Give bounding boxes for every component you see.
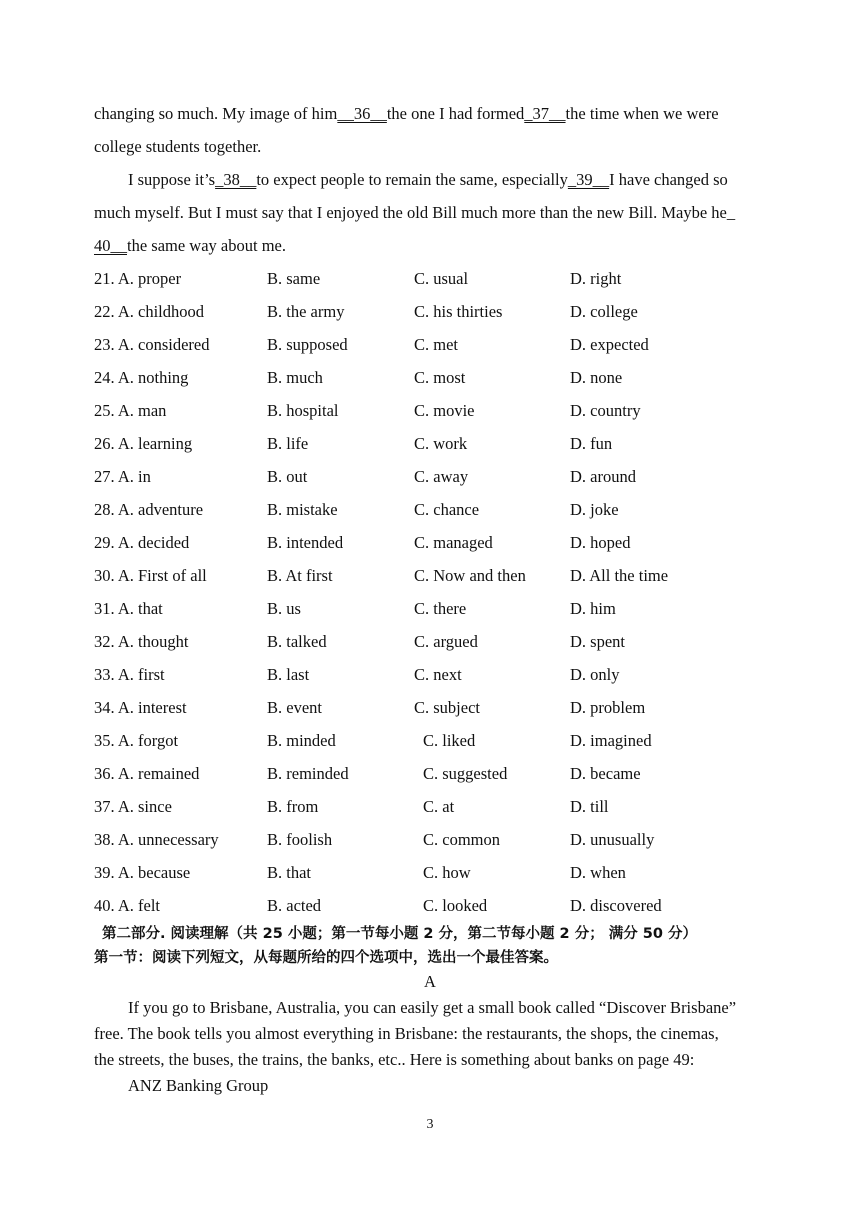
option-b: B. life	[267, 434, 309, 453]
option-b: B. that	[267, 863, 311, 882]
option-b: B. last	[267, 665, 310, 684]
option-c: C. work	[414, 434, 468, 453]
passage-line-1	[94, 104, 719, 124]
option-c: C. common	[423, 830, 500, 849]
option-c: C. usual	[414, 269, 469, 288]
option-c: C. away	[414, 467, 469, 486]
option-d: D. hoped	[570, 533, 631, 552]
option-d: D. spent	[570, 632, 625, 651]
section-instruction: 第一节：阅读下列短文，从每题所给的四个选项中，选出一个最佳答案。	[94, 950, 558, 966]
option-a: 25. A. man	[94, 401, 167, 420]
blank-40: 40__	[94, 236, 127, 255]
option-c: C. at	[423, 797, 455, 816]
option-c: C. movie	[414, 401, 475, 420]
option-a: 31. A. that	[94, 599, 163, 618]
option-d: D. when	[570, 863, 626, 882]
reading-line-3: the streets, the buses, the trains, the banks, etc.. Here is something about banks on page 49:	[94, 1050, 695, 1069]
option-b: B. At first	[267, 566, 333, 585]
option-d: D. problem	[570, 698, 646, 717]
text: much myself. But I must say that I enjoyed the old Bill much more than the new Bill. Maybe he	[94, 203, 727, 222]
passage-line-2: college students together.	[94, 137, 262, 156]
blank-37: _37__	[524, 104, 566, 123]
passage-line-4	[94, 203, 735, 223]
option-c: C. most	[414, 368, 466, 387]
option-a: 21. A. proper	[94, 269, 182, 288]
option-c: C. liked	[423, 731, 476, 750]
option-d: D. him	[570, 599, 616, 618]
option-b: B. talked	[267, 632, 327, 651]
option-c: C. there	[414, 599, 467, 618]
option-row	[0, 302, 860, 326]
option-row	[0, 731, 860, 755]
part-label: A	[424, 972, 436, 991]
option-a: 36. A. remained	[94, 764, 200, 783]
option-a: 26. A. learning	[94, 434, 193, 453]
option-d: D. All the time	[570, 566, 669, 585]
option-row	[0, 533, 860, 557]
option-row	[0, 863, 860, 887]
option-d: D. only	[570, 665, 620, 684]
option-a: 38. A. unnecessary	[94, 830, 219, 849]
option-a: 23. A. considered	[94, 335, 210, 354]
reading-line-4: ANZ Banking Group	[128, 1076, 269, 1095]
text: to expect people to remain the same, especially	[256, 170, 568, 189]
text: I have changed so	[609, 170, 728, 189]
option-a: 34. A. interest	[94, 698, 187, 717]
option-a: 32. A. thought	[94, 632, 189, 651]
option-d: D. around	[570, 467, 636, 486]
page-number: 3	[426, 1117, 434, 1132]
option-c: C. argued	[414, 632, 478, 651]
option-b: B. mistake	[267, 500, 338, 519]
option-row	[0, 335, 860, 359]
option-row	[0, 368, 860, 392]
option-d: D. joke	[570, 500, 619, 519]
option-a: 33. A. first	[94, 665, 165, 684]
option-d: D. right	[570, 269, 622, 288]
option-a: 29. A. decided	[94, 533, 190, 552]
option-row	[0, 269, 860, 293]
option-a: 24. A. nothing	[94, 368, 189, 387]
blank-39: _39__	[567, 170, 610, 189]
option-b: B. supposed	[267, 335, 348, 354]
option-row	[0, 434, 860, 458]
blank-38: _38__	[215, 170, 257, 189]
option-row	[0, 896, 860, 920]
text: _	[726, 203, 736, 222]
text: the same way about me.	[127, 236, 286, 255]
option-d: D. expected	[570, 335, 649, 354]
option-b: B. us	[267, 599, 301, 618]
option-row	[0, 467, 860, 491]
option-row	[0, 500, 860, 524]
option-d: D. unusually	[570, 830, 655, 849]
option-b: B. minded	[267, 731, 336, 750]
option-row	[0, 830, 860, 854]
option-a: 37. A. since	[94, 797, 172, 816]
option-b: B. same	[267, 269, 321, 288]
option-a: 27. A. in	[94, 467, 151, 486]
option-c: C. subject	[414, 698, 480, 717]
option-c: C. met	[414, 335, 458, 354]
option-b: B. much	[267, 368, 323, 387]
text: the one I had formed	[386, 104, 525, 123]
option-row	[0, 632, 860, 656]
option-a: 30. A. First of all	[94, 566, 207, 585]
option-d: D. fun	[570, 434, 613, 453]
reading-line-1: If you go to Brisbane, Australia, you can easily get a small book called “Discover Brisbane”	[128, 998, 737, 1017]
option-row	[0, 401, 860, 425]
reading-line-2: free. The book tells you almost everything in Brisbane: the restaurants, the shops, the cinemas,	[94, 1024, 719, 1043]
option-c: C. his thirties	[414, 302, 503, 321]
option-c: C. managed	[414, 533, 493, 552]
option-row	[0, 665, 860, 689]
passage-line-5	[94, 236, 286, 256]
option-b: B. event	[267, 698, 322, 717]
option-row	[0, 599, 860, 623]
option-a: 22. A. childhood	[94, 302, 204, 321]
option-b: B. foolish	[267, 830, 333, 849]
text: changing so much. My image of him	[94, 104, 338, 123]
option-c: C. next	[414, 665, 462, 684]
option-b: B. the army	[267, 302, 345, 321]
option-c: C. how	[423, 863, 471, 882]
option-c: C. chance	[414, 500, 480, 519]
option-a: 28. A. adventure	[94, 500, 204, 519]
option-d: D. imagined	[570, 731, 652, 750]
option-row	[0, 764, 860, 788]
option-row	[0, 797, 860, 821]
option-a: 39. A. because	[94, 863, 191, 882]
option-b: B. acted	[267, 896, 322, 915]
section-heading: 第二部分. 阅读理解（共 25 小题；第一节每小题 2 分，第二节每小题 2 分； 满分 50 分）	[102, 926, 698, 942]
passage-line-3	[128, 170, 728, 190]
option-d: D. college	[570, 302, 638, 321]
option-c: C. suggested	[423, 764, 508, 783]
option-d: D. country	[570, 401, 641, 420]
option-b: B. out	[267, 467, 308, 486]
option-c: C. looked	[423, 896, 488, 915]
option-b: B. from	[267, 797, 319, 816]
text: I suppose it’s	[128, 170, 216, 189]
option-b: B. reminded	[267, 764, 349, 783]
option-c: C. Now and then	[414, 566, 526, 585]
option-row	[0, 698, 860, 722]
option-b: B. hospital	[267, 401, 339, 420]
option-a: 40. A. felt	[94, 896, 160, 915]
option-row	[0, 566, 860, 590]
option-d: D. none	[570, 368, 623, 387]
option-d: D. discovered	[570, 896, 662, 915]
option-b: B. intended	[267, 533, 344, 552]
option-a: 35. A. forgot	[94, 731, 179, 750]
blank-36: __36__	[337, 104, 387, 123]
option-d: D. became	[570, 764, 641, 783]
option-d: D. till	[570, 797, 609, 816]
text: the time when we were	[565, 104, 719, 123]
